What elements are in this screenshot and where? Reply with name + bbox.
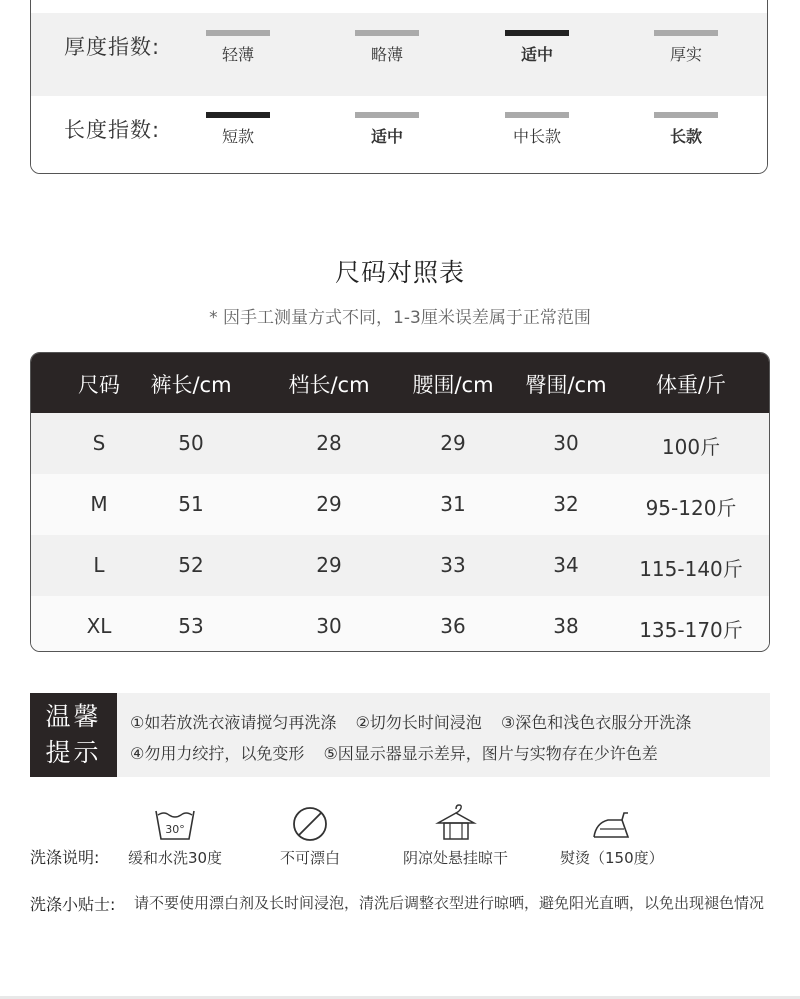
- header-size: 尺码: [78, 373, 120, 397]
- thickness-index-label: 厚度指数:: [64, 35, 161, 59]
- cell-pants-length: 53: [178, 614, 204, 638]
- wash-item-iron: [560, 803, 664, 868]
- length-option-3: [505, 112, 569, 147]
- wash-item-hang-dry: [398, 803, 513, 868]
- thickness-option-2: [355, 30, 419, 65]
- option-bar: [355, 30, 419, 36]
- cell-rise: 30: [316, 614, 342, 638]
- warm-tips-box: [30, 693, 770, 777]
- care-tips-label: 洗涤小贴士:: [30, 895, 116, 914]
- cell-size: XL: [86, 614, 112, 638]
- header-waist: 腰围/cm: [412, 373, 494, 397]
- option-bar-selected: [505, 30, 569, 36]
- cell-waist: 36: [440, 614, 466, 638]
- table-header: [31, 353, 769, 413]
- size-chart-title: 尺码对照表: [334, 258, 465, 287]
- cell-hip: 34: [553, 553, 579, 577]
- tip-item: ④勿用力绞拧，以免变形: [130, 744, 305, 763]
- wash-30-icon: [153, 803, 197, 843]
- option-bar: [654, 112, 718, 118]
- option-label: 轻薄: [221, 45, 254, 64]
- cell-rise: 28: [316, 431, 342, 455]
- cell-pants-length: 52: [178, 553, 204, 577]
- option-label: 适中: [520, 45, 553, 64]
- length-option-2: [355, 112, 419, 147]
- wash-caption: 缓和水洗30度: [127, 849, 223, 867]
- wash-caption: 阴凉处悬挂晾干: [402, 849, 508, 867]
- warm-tips-title-line2: 提示: [45, 738, 102, 767]
- warm-tips-title-line1: 温馨: [45, 702, 102, 731]
- tip-item: ①如若放洗衣液请搅匀再洗涤: [130, 713, 337, 732]
- cell-size: L: [93, 553, 105, 577]
- header-rise: 档长/cm: [288, 373, 370, 397]
- thickness-option-3: [505, 30, 569, 65]
- option-label: 略薄: [370, 45, 403, 64]
- cell-rise: 29: [316, 553, 342, 577]
- length-option-1: [206, 112, 270, 147]
- table-row: [31, 474, 769, 535]
- option-label: 短款: [221, 127, 254, 146]
- option-bar: [355, 112, 419, 118]
- option-label: 适中: [370, 127, 403, 146]
- length-option-4: [654, 112, 718, 147]
- cell-pants-length: 50: [178, 431, 204, 455]
- care-tips-text: 请不要使用漂白剂及长时间浸泡，清洗后调整衣型进行晾晒，避免阳光直晒，以免出现褪色情况: [134, 894, 765, 912]
- option-bar: [654, 30, 718, 36]
- cell-weight: 115-140斤: [639, 557, 743, 581]
- cell-size: M: [90, 492, 108, 516]
- tip-item: ②切勿长时间浸泡: [355, 713, 482, 732]
- cell-pants-length: 51: [178, 492, 204, 516]
- cell-rise: 29: [316, 492, 342, 516]
- thickness-option-4: [654, 30, 718, 65]
- warm-tips-title: [30, 693, 117, 777]
- cell-waist: 33: [440, 553, 466, 577]
- tips-line-2: [130, 741, 672, 764]
- option-label: 长款: [669, 127, 702, 146]
- option-bar-selected: [206, 112, 270, 118]
- cell-waist: 31: [440, 492, 466, 516]
- header-pants-length: 裤长/cm: [150, 373, 232, 397]
- size-table: [30, 352, 770, 652]
- wash-item-30: [125, 803, 225, 868]
- tip-item: ③深色和浅色衣服分开洗涤: [500, 713, 692, 732]
- wash-temp-text: 30°: [165, 823, 185, 836]
- table-row: [31, 535, 769, 596]
- wash-instructions-label: 洗涤说明:: [30, 848, 100, 867]
- cell-weight: 135-170斤: [639, 618, 743, 642]
- option-bar: [206, 30, 270, 36]
- cell-hip: 30: [553, 431, 579, 455]
- iron-icon: [588, 803, 632, 843]
- hang-dry-icon: [434, 803, 478, 843]
- wash-caption: 熨烫（150度）: [560, 849, 664, 867]
- table-row: [31, 596, 769, 652]
- tip-item: ⑤因显示器显示差异，图片与实物存在少许色差: [323, 744, 658, 763]
- length-index-row: [31, 96, 767, 174]
- cell-waist: 29: [440, 431, 466, 455]
- option-bar: [505, 112, 569, 118]
- cell-weight: 95-120斤: [645, 496, 737, 520]
- fabric-index-panel: [30, 0, 768, 174]
- length-index-label: 长度指数:: [64, 118, 161, 142]
- thickness-option-1: [206, 30, 270, 65]
- option-label: 中长款: [512, 127, 561, 146]
- no-bleach-icon: [290, 803, 330, 843]
- cell-hip: 32: [553, 492, 579, 516]
- table-row: [31, 413, 769, 474]
- cell-hip: 38: [553, 614, 579, 638]
- header-weight: 体重/斤: [655, 373, 727, 397]
- thickness-index-row: [31, 13, 767, 96]
- cell-weight: 100斤: [661, 435, 721, 459]
- size-chart-note: * 因手工测量方式不同，1-3厘米误差属于正常范围: [209, 308, 591, 328]
- wash-caption: 不可漂白: [279, 849, 340, 867]
- header-hip: 臀围/cm: [525, 373, 607, 397]
- option-label: 厚实: [669, 45, 702, 64]
- tips-line-1: [130, 710, 705, 733]
- cell-size: S: [92, 431, 106, 455]
- wash-item-no-bleach: [260, 803, 360, 868]
